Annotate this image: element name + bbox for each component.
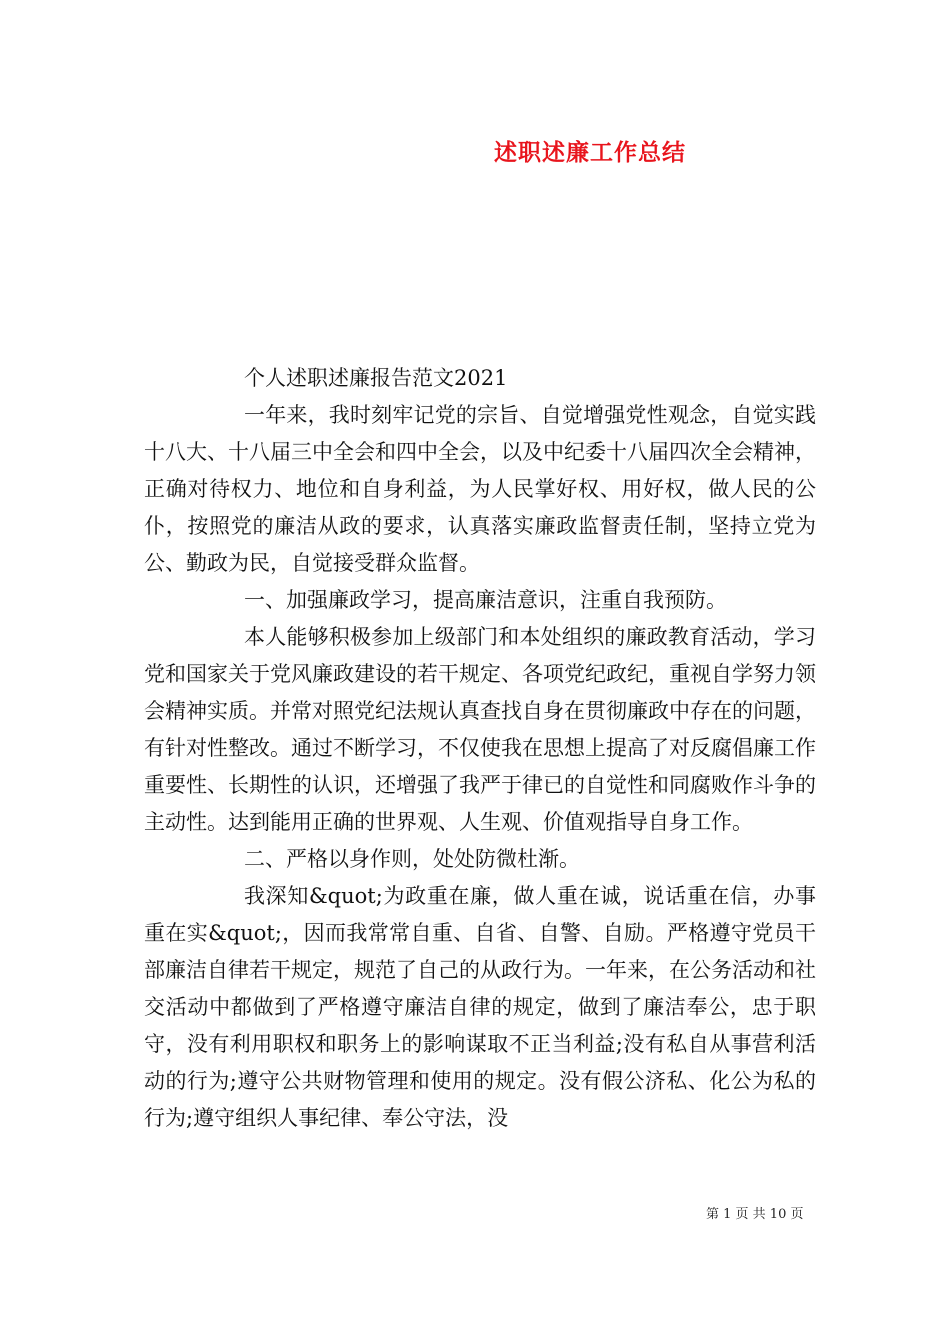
section-heading: 一、加强廉政学习，提高廉洁意识，注重自我预防。 bbox=[244, 588, 727, 612]
paragraph: 本人能够积极参加上级部门和本处组织的廉政教育活动，学习党和国家关于党风廉政建设的若干规定、各项党纪政纪，重视自学努力领会精神实质。并常对照党纪法规认真查找自身在贯彻廉政中存在的问题，有针对性整改。通过不断学习，不仅使我在思想上提高了对反腐倡廉工作重要性、长期性的认识，还增强了我严于律已的自觉性和同腐败作斗争的主动性。达到能用正确的世界观、人生观、价值观指导自身工作。 bbox=[144, 625, 816, 834]
page-number: 第 1 页 共 10 页 bbox=[706, 1207, 804, 1222]
paragraph: 我深知&quot;为政重在廉，做人重在诚，说话重在信，办事重在实&quot;，因而我常常自重、自省、自警、自励。严格遵守党员干部廉洁自律若干规定，规范了自己的从政行为。一年来，在公务活动和社交活动中都做到了严格遵守廉洁自律的规定，做到了廉洁奉公，忠于职守，没有利用职权和职务上的影响谋取不正当利益;没有私自从事营利活动的行为;遵守公共财物管理和使用的规定。没有假公济私、化公为私的行为;遵守组织人事纪律、奉公守法，没 bbox=[144, 884, 816, 1130]
paragraph: 一年来，我时刻牢记党的宗旨、自觉增强党性观念，自觉实践十八大、十八届三中全会和四中全会，以及中纪委十八届四次全会精神，正确对待权力、地位和自身利益，为人民掌好权、用好权，做人民的公仆，按照党的廉洁从政的要求，认真落实廉政监督责任制，坚持立党为公、勤政为民，自觉接受群众监督。 bbox=[144, 403, 816, 575]
paragraph-heading: 个人述职述廉报告范文2021 bbox=[244, 366, 508, 390]
document-title: 述职述廉工作总结 bbox=[494, 140, 686, 166]
section-heading: 二、严格以身作则，处处防微杜渐。 bbox=[244, 847, 580, 871]
document-body bbox=[144, 360, 816, 1137]
